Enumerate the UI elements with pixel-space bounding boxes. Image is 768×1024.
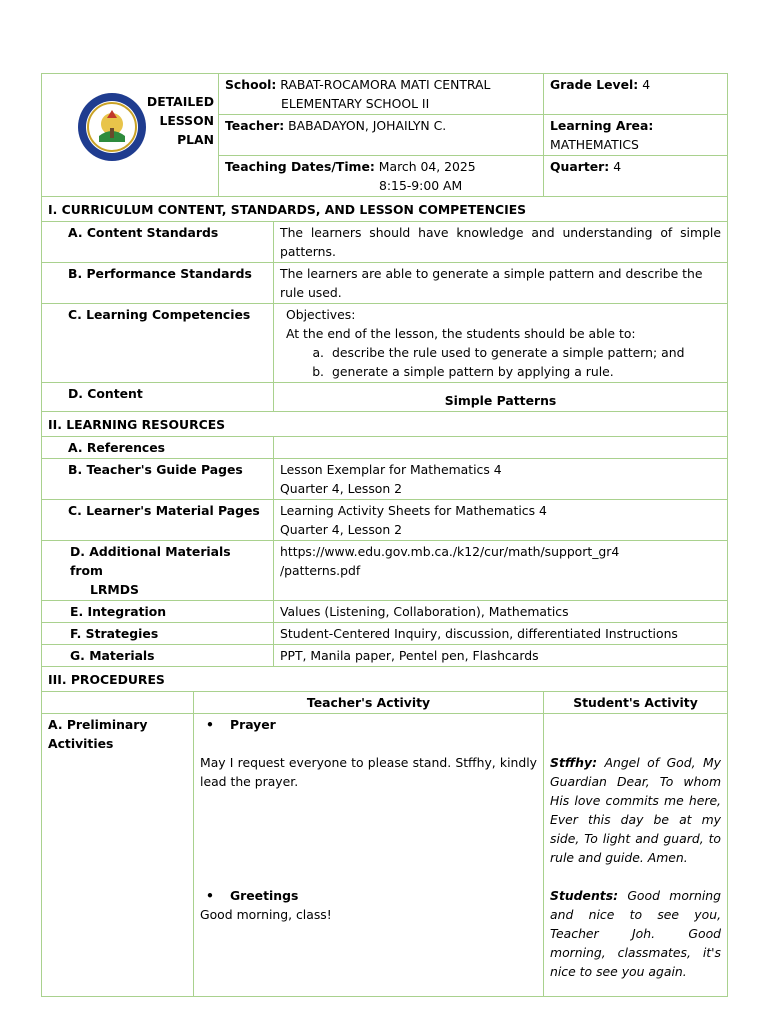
additional-materials-link[interactable]: https://www.edu.gov.mb.ca./k12/cur/math/support_gr4 /patterns.pdf bbox=[274, 541, 728, 601]
integration-label: E. Integration bbox=[42, 601, 274, 623]
bullet-glyph: • bbox=[206, 888, 214, 903]
integration-value: Values (Listening, Collaboration), Mathematics bbox=[274, 601, 728, 623]
greetings-bullet bbox=[200, 886, 537, 905]
dates-label: Teaching Dates/Time: bbox=[225, 159, 375, 174]
content-value: Simple Patterns bbox=[274, 383, 728, 412]
learners-material-value: Learning Activity Sheets for Mathematics 4 Quarter 4, Lesson 2 bbox=[274, 500, 728, 541]
materials-value: PPT, Manila paper, Pentel pen, Flashcards bbox=[274, 645, 728, 667]
greetings-title: Greetings bbox=[230, 888, 299, 903]
objectives-intro: At the end of the lesson, the students should be able to: bbox=[286, 326, 636, 341]
objective-letter: b. bbox=[312, 364, 324, 379]
teachers-guide-value: Lesson Exemplar for Mathematics 4 Quarter 4, Lesson 2 bbox=[274, 459, 728, 500]
teacher-activity-cell bbox=[194, 714, 544, 997]
plan-title: DETAILED LESSON PLAN bbox=[146, 94, 214, 147]
bullet-glyph: • bbox=[206, 717, 214, 732]
grade-cell bbox=[544, 74, 728, 115]
area-cell bbox=[544, 115, 728, 156]
student-activity-header: Student's Activity bbox=[544, 692, 728, 714]
section-curriculum-heading: I. CURRICULUM CONTENT, STANDARDS, AND LESSON COMPETENCIES bbox=[42, 197, 728, 222]
references-label: A. References bbox=[42, 437, 274, 459]
content-standards-label: A. Content Standards bbox=[42, 222, 274, 263]
quarter-value: 4 bbox=[613, 159, 622, 174]
prayer-bullet bbox=[200, 715, 537, 734]
student-activity-cell bbox=[544, 714, 728, 997]
prayer-teacher-text: May I request everyone to please stand. Stffhy, kindly lead the prayer. bbox=[200, 755, 538, 789]
grade-value: 4 bbox=[642, 77, 651, 92]
objective-item bbox=[286, 343, 721, 362]
additional-materials-label: D. Additional Materials from LRMDS bbox=[42, 541, 274, 601]
objective-letter: a. bbox=[312, 345, 324, 360]
area-label: Learning Area: bbox=[550, 118, 654, 133]
greetings-student-name: Students: bbox=[550, 888, 619, 903]
greetings-student-response bbox=[550, 886, 721, 981]
dates-cell bbox=[219, 156, 544, 197]
teacher-label: Teacher: bbox=[225, 118, 285, 133]
references-value bbox=[274, 437, 728, 459]
teacher-cell bbox=[219, 115, 544, 156]
learning-competencies-value bbox=[274, 304, 728, 383]
strategies-value: Student-Centered Inquiry, discussion, differentiated Instructions bbox=[274, 623, 728, 645]
school-seal-icon bbox=[77, 92, 147, 162]
prayer-student-response bbox=[550, 753, 721, 867]
teacher-activity-header: Teacher's Activity bbox=[194, 692, 544, 714]
lesson-plan-document bbox=[41, 73, 727, 997]
objective-text: generate a simple pattern by applying a rule. bbox=[332, 364, 614, 379]
prayer-student-name: Stffhy: bbox=[550, 755, 598, 770]
prayer-title: Prayer bbox=[230, 717, 276, 732]
section-resources-heading: II. LEARNING RESOURCES bbox=[42, 412, 728, 437]
school-cell bbox=[219, 74, 544, 115]
learning-competencies-label: C. Learning Competencies bbox=[42, 304, 274, 383]
lesson-plan-table bbox=[41, 73, 728, 997]
greetings-student-text: Good morning and nice to see you, Teacher Joh. Good morning, classmates, it's nice to see you again. bbox=[550, 888, 722, 979]
dates-value: March 04, 2025 bbox=[378, 159, 476, 174]
header-logo-cell bbox=[42, 74, 219, 197]
performance-standards-value: The learners are able to generate a simple pattern and describe the rule used. bbox=[274, 263, 728, 304]
objective-item bbox=[286, 362, 721, 381]
materials-label: G. Materials bbox=[42, 645, 274, 667]
content-label: D. Content bbox=[42, 383, 274, 412]
grade-label: Grade Level: bbox=[550, 77, 639, 92]
preliminary-activities-label: A. Preliminary Activities bbox=[42, 714, 194, 997]
teacher-value: BABADAYON, JOHAILYN C. bbox=[288, 118, 447, 133]
school-value: RABAT-ROCAMORA MATI CENTRAL bbox=[280, 77, 491, 92]
greetings-teacher-text: Good morning, class! bbox=[200, 907, 332, 922]
content-standards-value: The learners should have knowledge and understanding of simple patterns. bbox=[274, 222, 728, 263]
school-value-line2: ELEMENTARY SCHOOL II bbox=[281, 96, 430, 111]
teachers-guide-label: B. Teacher's Guide Pages bbox=[42, 459, 274, 500]
area-value: MATHEMATICS bbox=[550, 137, 639, 152]
quarter-cell bbox=[544, 156, 728, 197]
objectives-title: Objectives: bbox=[286, 307, 356, 322]
quarter-label: Quarter: bbox=[550, 159, 610, 174]
learners-material-label: C. Learner's Material Pages bbox=[42, 500, 274, 541]
strategies-label: F. Strategies bbox=[42, 623, 274, 645]
prayer-student-text: Angel of God, My Guardian Dear, To whom His love commits me here, Ever this day be at my side, To light and guard, to rule and guide. Amen. bbox=[550, 755, 722, 865]
school-label: School: bbox=[225, 77, 277, 92]
procedures-blank-header bbox=[42, 692, 194, 714]
objective-text: describe the rule used to generate a simple pattern; and bbox=[332, 345, 685, 360]
time-value: 8:15-9:00 AM bbox=[379, 178, 463, 193]
performance-standards-label: B. Performance Standards bbox=[42, 263, 274, 304]
section-procedures-heading: III. PROCEDURES bbox=[42, 667, 728, 692]
